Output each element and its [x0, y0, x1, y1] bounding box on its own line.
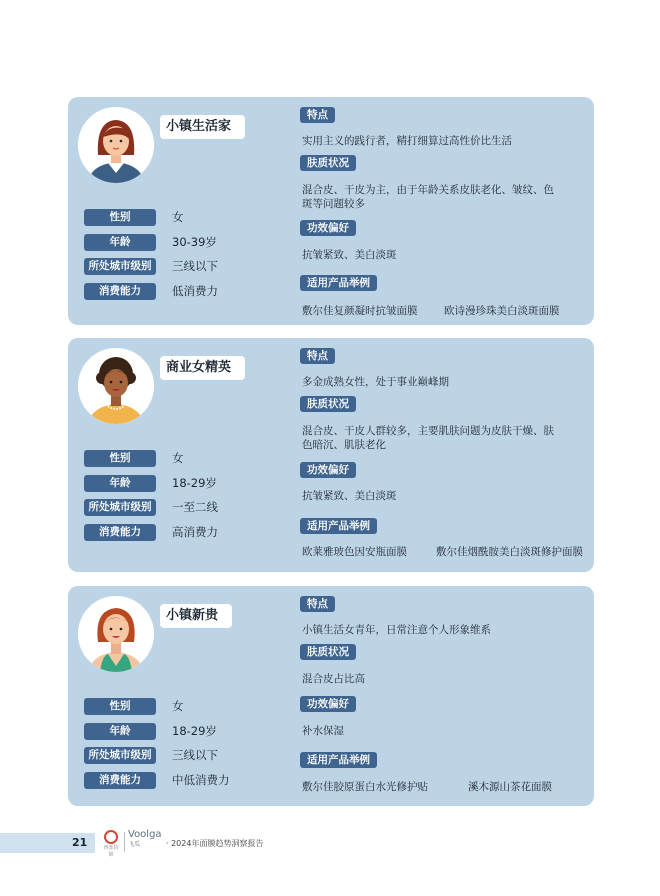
page-number: 21: [72, 836, 88, 849]
gender-label: 性别: [84, 698, 156, 715]
city-label: 所处城市级别: [84, 258, 156, 275]
product-2: 欧诗漫珍珠美白淡斑面膜: [444, 305, 560, 317]
skin-text: 混合皮占比高: [302, 673, 365, 685]
voolga-logo-text: Voolga: [128, 829, 162, 840]
traits-text: 小镇生活女青年，日常注意个人形象维系: [302, 624, 491, 636]
persona-card-1: [68, 97, 594, 325]
traits-label: 特点: [300, 107, 335, 123]
prefs-text: 抗皱紧致、美白淡斑: [302, 490, 397, 502]
age-label: 年龄: [84, 475, 156, 492]
avatar-icon: [78, 107, 154, 183]
avatar-icon: [78, 348, 154, 424]
gender-label: 性别: [84, 450, 156, 467]
skin-text: 混合皮、干皮人群较多，主要肌肤问题为皮肤干燥、肤色暗沉、肌肤老化: [302, 425, 554, 451]
persona-name: 商业女精英: [160, 356, 245, 380]
skin-text: 混合皮、干皮为主，由于年龄关系皮肤老化、皱纹、色斑等问题较多: [302, 184, 554, 210]
prefs-label: 功效偏好: [300, 696, 356, 712]
product-1: 敷尔佳复颜凝时抗皱面膜: [302, 305, 418, 317]
product-2: 敷尔佳烟酰胺美白淡斑修护面膜: [436, 546, 583, 558]
prefs-label: 功效偏好: [300, 462, 356, 478]
traits-label: 特点: [300, 596, 335, 612]
skin-label: 肤质状况: [300, 644, 356, 660]
report-title: · 2024年面膜趋势洞察报告: [166, 839, 264, 848]
voolga-logo-sub: 飞瓜: [128, 841, 141, 848]
spend-label: 消费能力: [84, 283, 156, 300]
prefs-text: 补水保湿: [302, 725, 344, 737]
city-value: 一至二线: [172, 500, 218, 514]
products-label: 适用产品举例: [300, 752, 377, 768]
age-value: 18-29岁: [172, 476, 217, 490]
city-label: 所处城市级别: [84, 499, 156, 516]
spend-label: 消费能力: [84, 524, 156, 541]
persona-card-2: [68, 338, 594, 572]
avatar-icon: [78, 596, 154, 672]
spend-label: 消费能力: [84, 772, 156, 789]
spend-value: 低消费力: [172, 284, 218, 298]
age-label: 年龄: [84, 234, 156, 251]
product-1: 敷尔佳胶原蛋白水光修护贴: [302, 781, 428, 793]
publisher-logo-text: 西部钩锦: [103, 845, 119, 858]
footer-divider: [124, 832, 125, 852]
gender-value: 女: [172, 210, 184, 224]
skin-label: 肤质状况: [300, 155, 356, 171]
city-value: 三线以下: [172, 748, 218, 762]
persona-name: 小镇生活家: [160, 115, 245, 139]
spend-value: 中低消费力: [172, 773, 230, 787]
age-label: 年龄: [84, 723, 156, 740]
products-label: 适用产品举例: [300, 518, 377, 534]
prefs-text: 抗皱紧致、美白淡斑: [302, 249, 397, 261]
traits-text: 多金成熟女性，处于事业巅峰期: [302, 376, 449, 388]
skin-label: 肤质状况: [300, 396, 356, 412]
gender-value: 女: [172, 699, 184, 713]
age-value: 18-29岁: [172, 724, 217, 738]
age-value: 30-39岁: [172, 235, 217, 249]
product-2: 溪木源山茶花面膜: [468, 781, 552, 793]
products-label: 适用产品举例: [300, 275, 377, 291]
persona-card-3: [68, 586, 594, 806]
persona-name: 小镇新贵: [160, 604, 232, 628]
traits-label: 特点: [300, 348, 335, 364]
city-label: 所处城市级别: [84, 747, 156, 764]
spend-value: 高消费力: [172, 525, 218, 539]
prefs-label: 功效偏好: [300, 220, 356, 236]
city-value: 三线以下: [172, 259, 218, 273]
gender-value: 女: [172, 451, 184, 465]
publisher-logo-icon: [102, 830, 120, 858]
gender-label: 性别: [84, 209, 156, 226]
traits-text: 实用主义的践行者，精打细算过高性价比生活: [302, 135, 512, 147]
voolga-logo: [128, 830, 162, 850]
product-1: 欧莱雅玻色因安瓶面膜: [302, 546, 407, 558]
